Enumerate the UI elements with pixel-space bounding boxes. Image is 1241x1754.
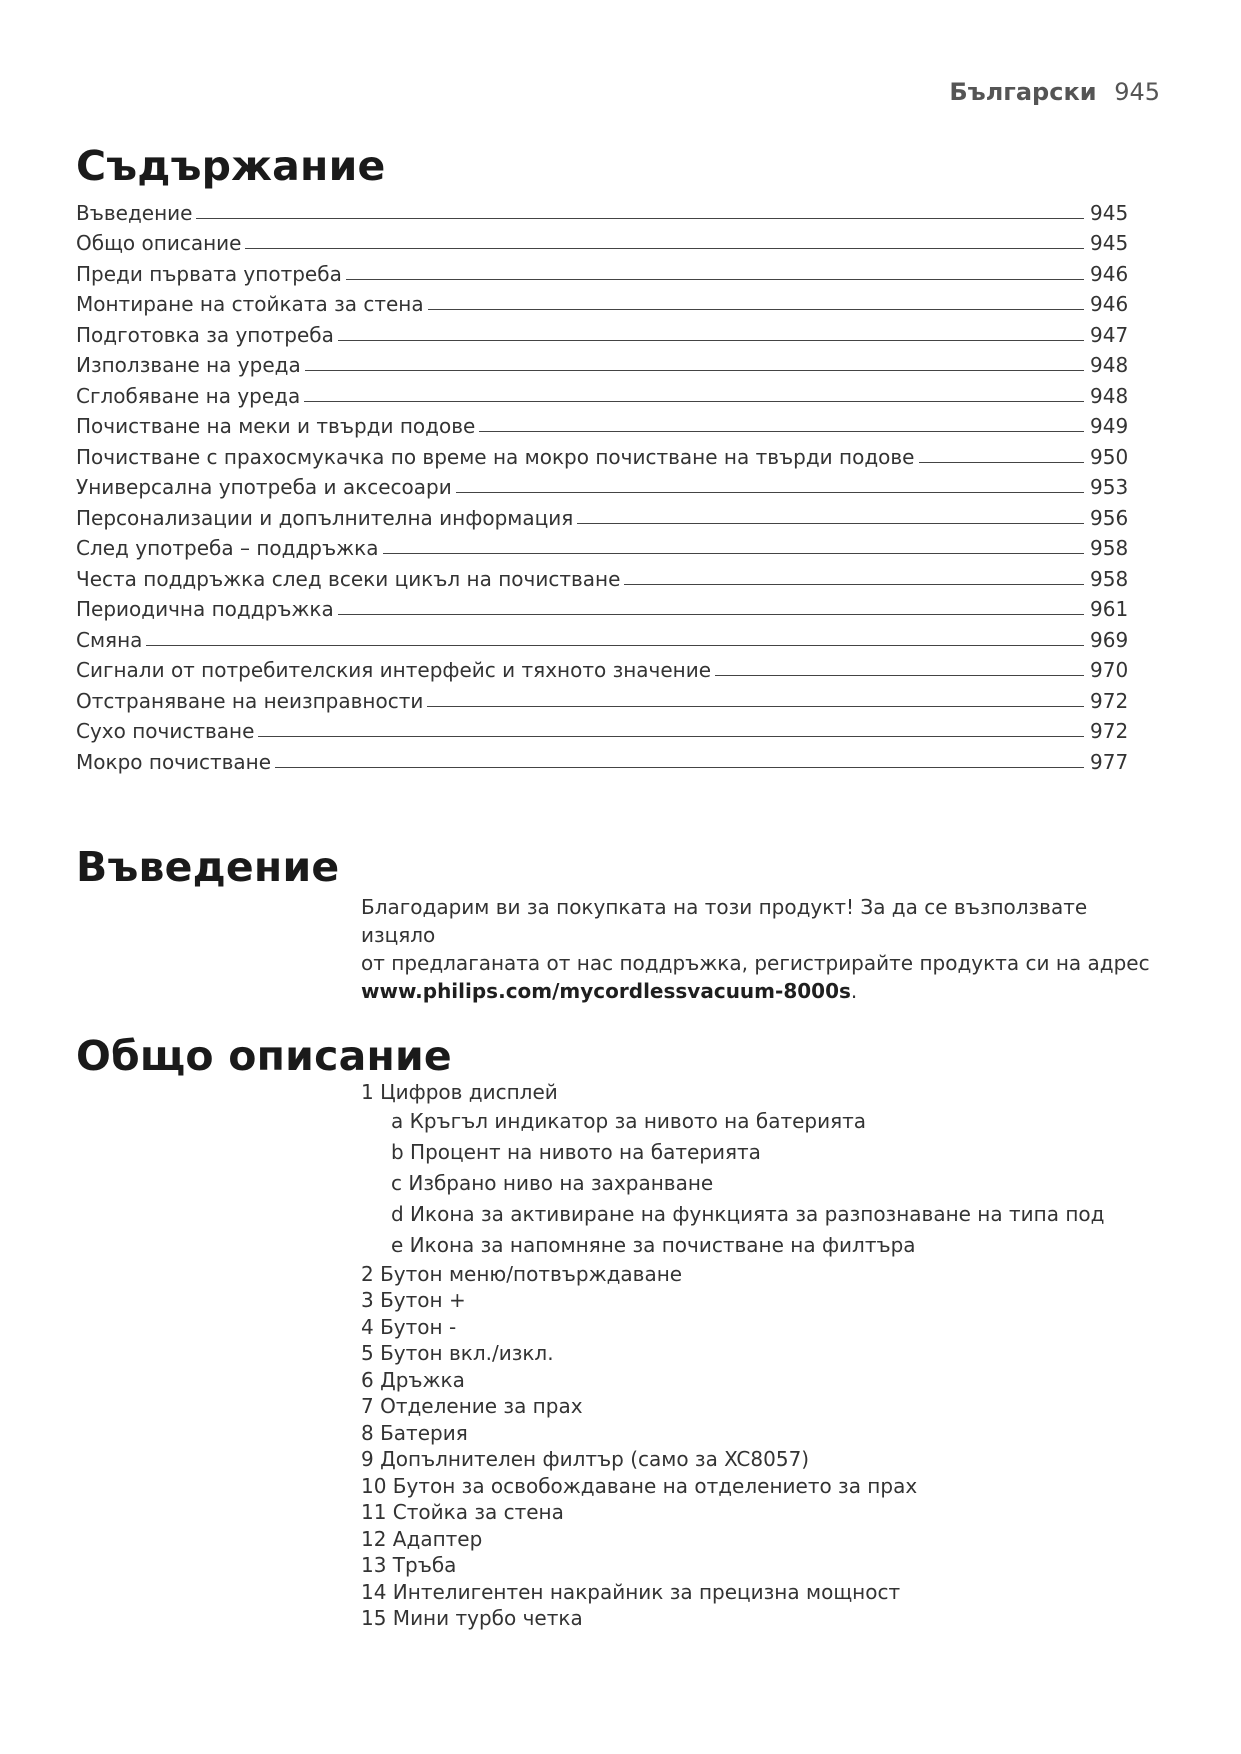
parts-item: 3 Бутон + xyxy=(361,1288,466,1312)
toc-entry-label: Персонализации и допълнителна информация xyxy=(76,505,574,530)
running-header xyxy=(949,78,1160,106)
toc-entry-page: 945 xyxy=(1090,200,1129,225)
toc-entry-label: Подготовка за употреба xyxy=(76,322,334,347)
toc-entry[interactable] xyxy=(76,438,1130,469)
toc-entry-label: Сухо почистване xyxy=(76,719,255,743)
toc-entry-label: Общо описание xyxy=(76,231,242,255)
toc-entry-label: Почистване с прахосмукачка по време на мокро почистване на твърди подове xyxy=(76,444,915,469)
toc-entry-page: 970 xyxy=(1090,658,1129,682)
toc-entry-page: 949 xyxy=(1090,414,1129,438)
toc-leader-line xyxy=(338,340,1084,341)
toc-entry-label: Сглобяване на уреда xyxy=(76,383,301,408)
toc-leader-line xyxy=(305,370,1084,371)
toc-leader-line xyxy=(383,553,1085,554)
parts-item: 6 Дръжка xyxy=(361,1367,465,1392)
toc-leader-line xyxy=(715,675,1084,676)
header-page-number: 945 xyxy=(1114,78,1160,106)
toc-entry-page: 953 xyxy=(1090,475,1129,499)
toc-entry[interactable] xyxy=(76,255,1130,286)
parts-item: 2 Бутон меню/потвърждаване xyxy=(361,1261,683,1286)
toc-entry[interactable] xyxy=(76,652,1130,683)
toc-entry[interactable] xyxy=(76,377,1130,408)
toc-entry-page: 946 xyxy=(1090,261,1129,286)
toc-entry-page: 945 xyxy=(1090,231,1129,255)
toc-entry-page: 948 xyxy=(1090,383,1129,408)
parts-subitem: b Процент на нивото на батерията xyxy=(391,1139,761,1164)
toc-entry-page: 969 xyxy=(1090,627,1129,652)
toc-leader-line xyxy=(577,523,1084,524)
intro-paragraph xyxy=(361,893,1161,1005)
toc-entry[interactable] xyxy=(76,225,1130,256)
toc-entry-page: 946 xyxy=(1090,292,1129,316)
parts-item: 5 Бутон вкл./изкл. xyxy=(361,1341,554,1365)
intro-line-1: Благодарим ви за покупката на този продукт! За да се възползвате изцяло xyxy=(361,895,1088,947)
parts-item: 11 Стойка за стена xyxy=(361,1500,564,1524)
intro-line-2: от предлаганата от нас поддръжка, регистрирайте продукта си на адрес xyxy=(361,951,1150,975)
toc-entry-page: 947 xyxy=(1090,322,1129,347)
toc-title: Съдържание xyxy=(76,142,386,190)
toc-leader-line xyxy=(624,584,1084,585)
toc-leader-line xyxy=(346,279,1084,280)
toc-entry[interactable] xyxy=(76,713,1130,744)
parts-item: 10 Бутон за освобождаване на отделението за прах xyxy=(361,1473,918,1498)
toc-leader-line xyxy=(338,614,1084,615)
parts-item: 8 Батерия xyxy=(361,1420,468,1445)
parts-item: 12 Адаптер xyxy=(361,1526,483,1551)
toc-leader-line xyxy=(304,401,1084,402)
toc-entry[interactable] xyxy=(76,560,1130,591)
parts-subitem: c Избрано ниво на захранване xyxy=(391,1170,714,1195)
toc-entry-label: Почистване на меки и твърди подове xyxy=(76,414,476,438)
table-of-contents xyxy=(76,194,1130,774)
toc-entry-label: Честа поддръжка след всеки цикъл на почистване xyxy=(76,566,621,591)
toc-entry-label: Използване на уреда xyxy=(76,353,301,377)
toc-entry-label: Въведение xyxy=(76,200,193,225)
toc-entry[interactable] xyxy=(76,408,1130,439)
url-suffix: . xyxy=(850,979,858,1003)
toc-leader-line xyxy=(196,218,1084,219)
toc-leader-line xyxy=(427,706,1084,707)
toc-entry-page: 956 xyxy=(1090,505,1129,530)
toc-entry[interactable] xyxy=(76,621,1130,652)
parts-item: 1 Цифров дисплей xyxy=(361,1080,558,1104)
parts-subitem: e Икона за напомняне за почистване на филтъра xyxy=(391,1232,916,1257)
toc-leader-line xyxy=(245,248,1084,249)
toc-entry-label: Преди първата употреба xyxy=(76,261,342,286)
toc-leader-line xyxy=(456,492,1084,493)
toc-entry[interactable] xyxy=(76,347,1130,378)
toc-entry-page: 948 xyxy=(1090,353,1129,377)
toc-entry-label: Периодична поддръжка xyxy=(76,597,334,621)
toc-entry-page: 972 xyxy=(1090,719,1129,743)
overview-title: Общо описание xyxy=(76,1032,452,1080)
parts-subitem: d Икона за активиране на функцията за разпознаване на типа под xyxy=(391,1201,1105,1226)
toc-entry[interactable] xyxy=(76,194,1130,225)
toc-entry[interactable] xyxy=(76,682,1130,713)
parts-item: 13 Тръба xyxy=(361,1553,457,1577)
toc-entry-page: 958 xyxy=(1090,566,1129,591)
toc-entry-page: 950 xyxy=(1090,444,1129,469)
toc-leader-line xyxy=(428,309,1084,310)
toc-leader-line xyxy=(258,736,1084,737)
toc-entry-label: Монтиране на стойката за стена xyxy=(76,292,424,316)
parts-item: 9 Допълнителен филтър (само за XC8057) xyxy=(361,1447,810,1471)
registration-url-link[interactable]: www.philips.com/mycordlessvacuum-8000s xyxy=(361,979,851,1003)
toc-entry-label: Мокро почистване xyxy=(76,749,272,774)
toc-leader-line xyxy=(479,431,1084,432)
parts-subitem: a Кръгъл индикатор за нивото на батерията xyxy=(391,1108,867,1133)
header-language: Български xyxy=(949,78,1097,106)
toc-entry[interactable] xyxy=(76,530,1130,561)
toc-entry[interactable] xyxy=(76,591,1130,622)
parts-item: 4 Бутон - xyxy=(361,1314,457,1339)
toc-entry-page: 972 xyxy=(1090,688,1129,713)
toc-leader-line xyxy=(275,767,1084,768)
toc-entry-page: 958 xyxy=(1090,536,1129,560)
toc-entry[interactable] xyxy=(76,316,1130,347)
toc-entry[interactable] xyxy=(76,286,1130,317)
toc-entry-label: Универсална употреба и аксесоари xyxy=(76,475,452,499)
intro-line-3 xyxy=(361,977,1161,1005)
intro-title: Въведение xyxy=(76,843,340,891)
toc-entry-page: 961 xyxy=(1090,597,1129,621)
toc-entry-label: След употреба – поддръжка xyxy=(76,536,379,560)
toc-entry[interactable] xyxy=(76,499,1130,530)
toc-leader-line xyxy=(919,462,1085,463)
toc-entry-label: Смяна xyxy=(76,627,143,652)
parts-list xyxy=(361,1079,1161,1632)
toc-entry[interactable] xyxy=(76,469,1130,500)
toc-leader-line xyxy=(146,645,1084,646)
toc-entry-page: 977 xyxy=(1090,749,1129,774)
toc-entry[interactable] xyxy=(76,743,1130,774)
parts-item: 7 Отделение за прах xyxy=(361,1394,583,1418)
parts-item: 14 Интелигентен накрайник за прецизна мощност xyxy=(361,1579,901,1604)
toc-entry-label: Отстраняване на неизправности xyxy=(76,688,424,713)
parts-item: 15 Мини турбо четка xyxy=(361,1606,583,1630)
toc-entry-label: Сигнали от потребителския интерфейс и тяхното значение xyxy=(76,658,712,682)
